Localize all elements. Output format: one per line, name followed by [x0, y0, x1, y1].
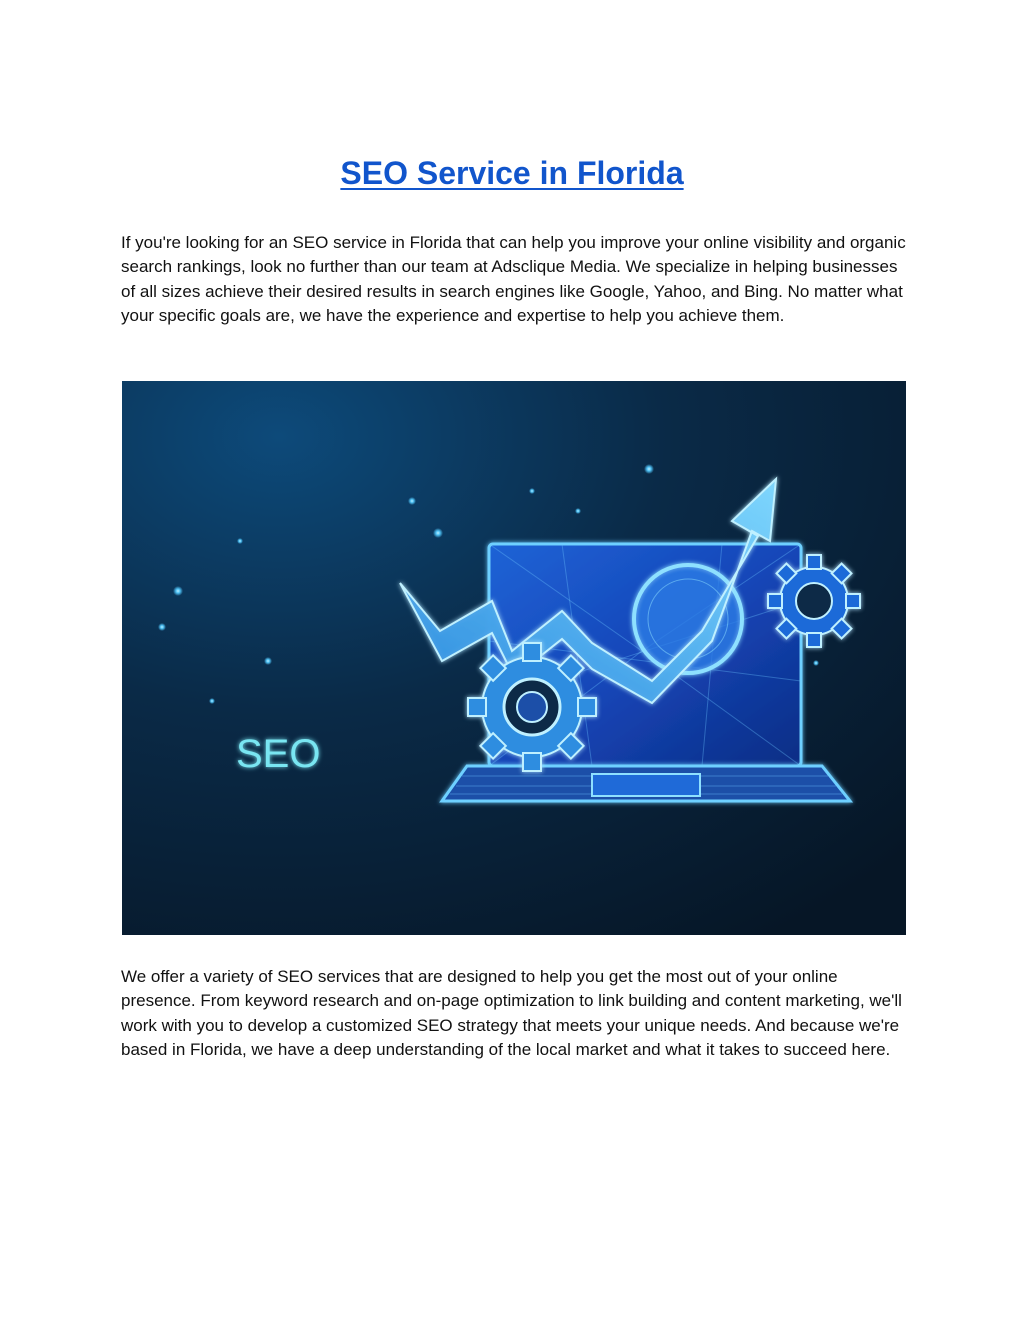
intro-paragraph: If you're looking for an SEO service in Florida that can help you improve your online visibility and organic search rankings, look no further than our team at Adsclique Media. We specialize in helping businesses of all sizes achieve their desired results in search engines like Google, Yahoo, and Bing. No matter what your specific goals are, we have the experience and expertise to help you achieve them.	[121, 233, 906, 326]
hero-image	[122, 381, 906, 935]
title-link[interactable]: SEO Service in Florida	[340, 155, 684, 191]
body-paragraph: We offer a variety of SEO services that are designed to help you get the most out of your online presence. From keyword research and on-page optimization to link building and content marketing, we'll work with you to develop a customized SEO strategy that meets your unique needs. And because we're based in Florida, we have a deep understanding of the local market and what it takes to succeed here.	[121, 967, 902, 1060]
page-title	[0, 150, 1024, 196]
seo-label: SEO	[236, 732, 321, 776]
